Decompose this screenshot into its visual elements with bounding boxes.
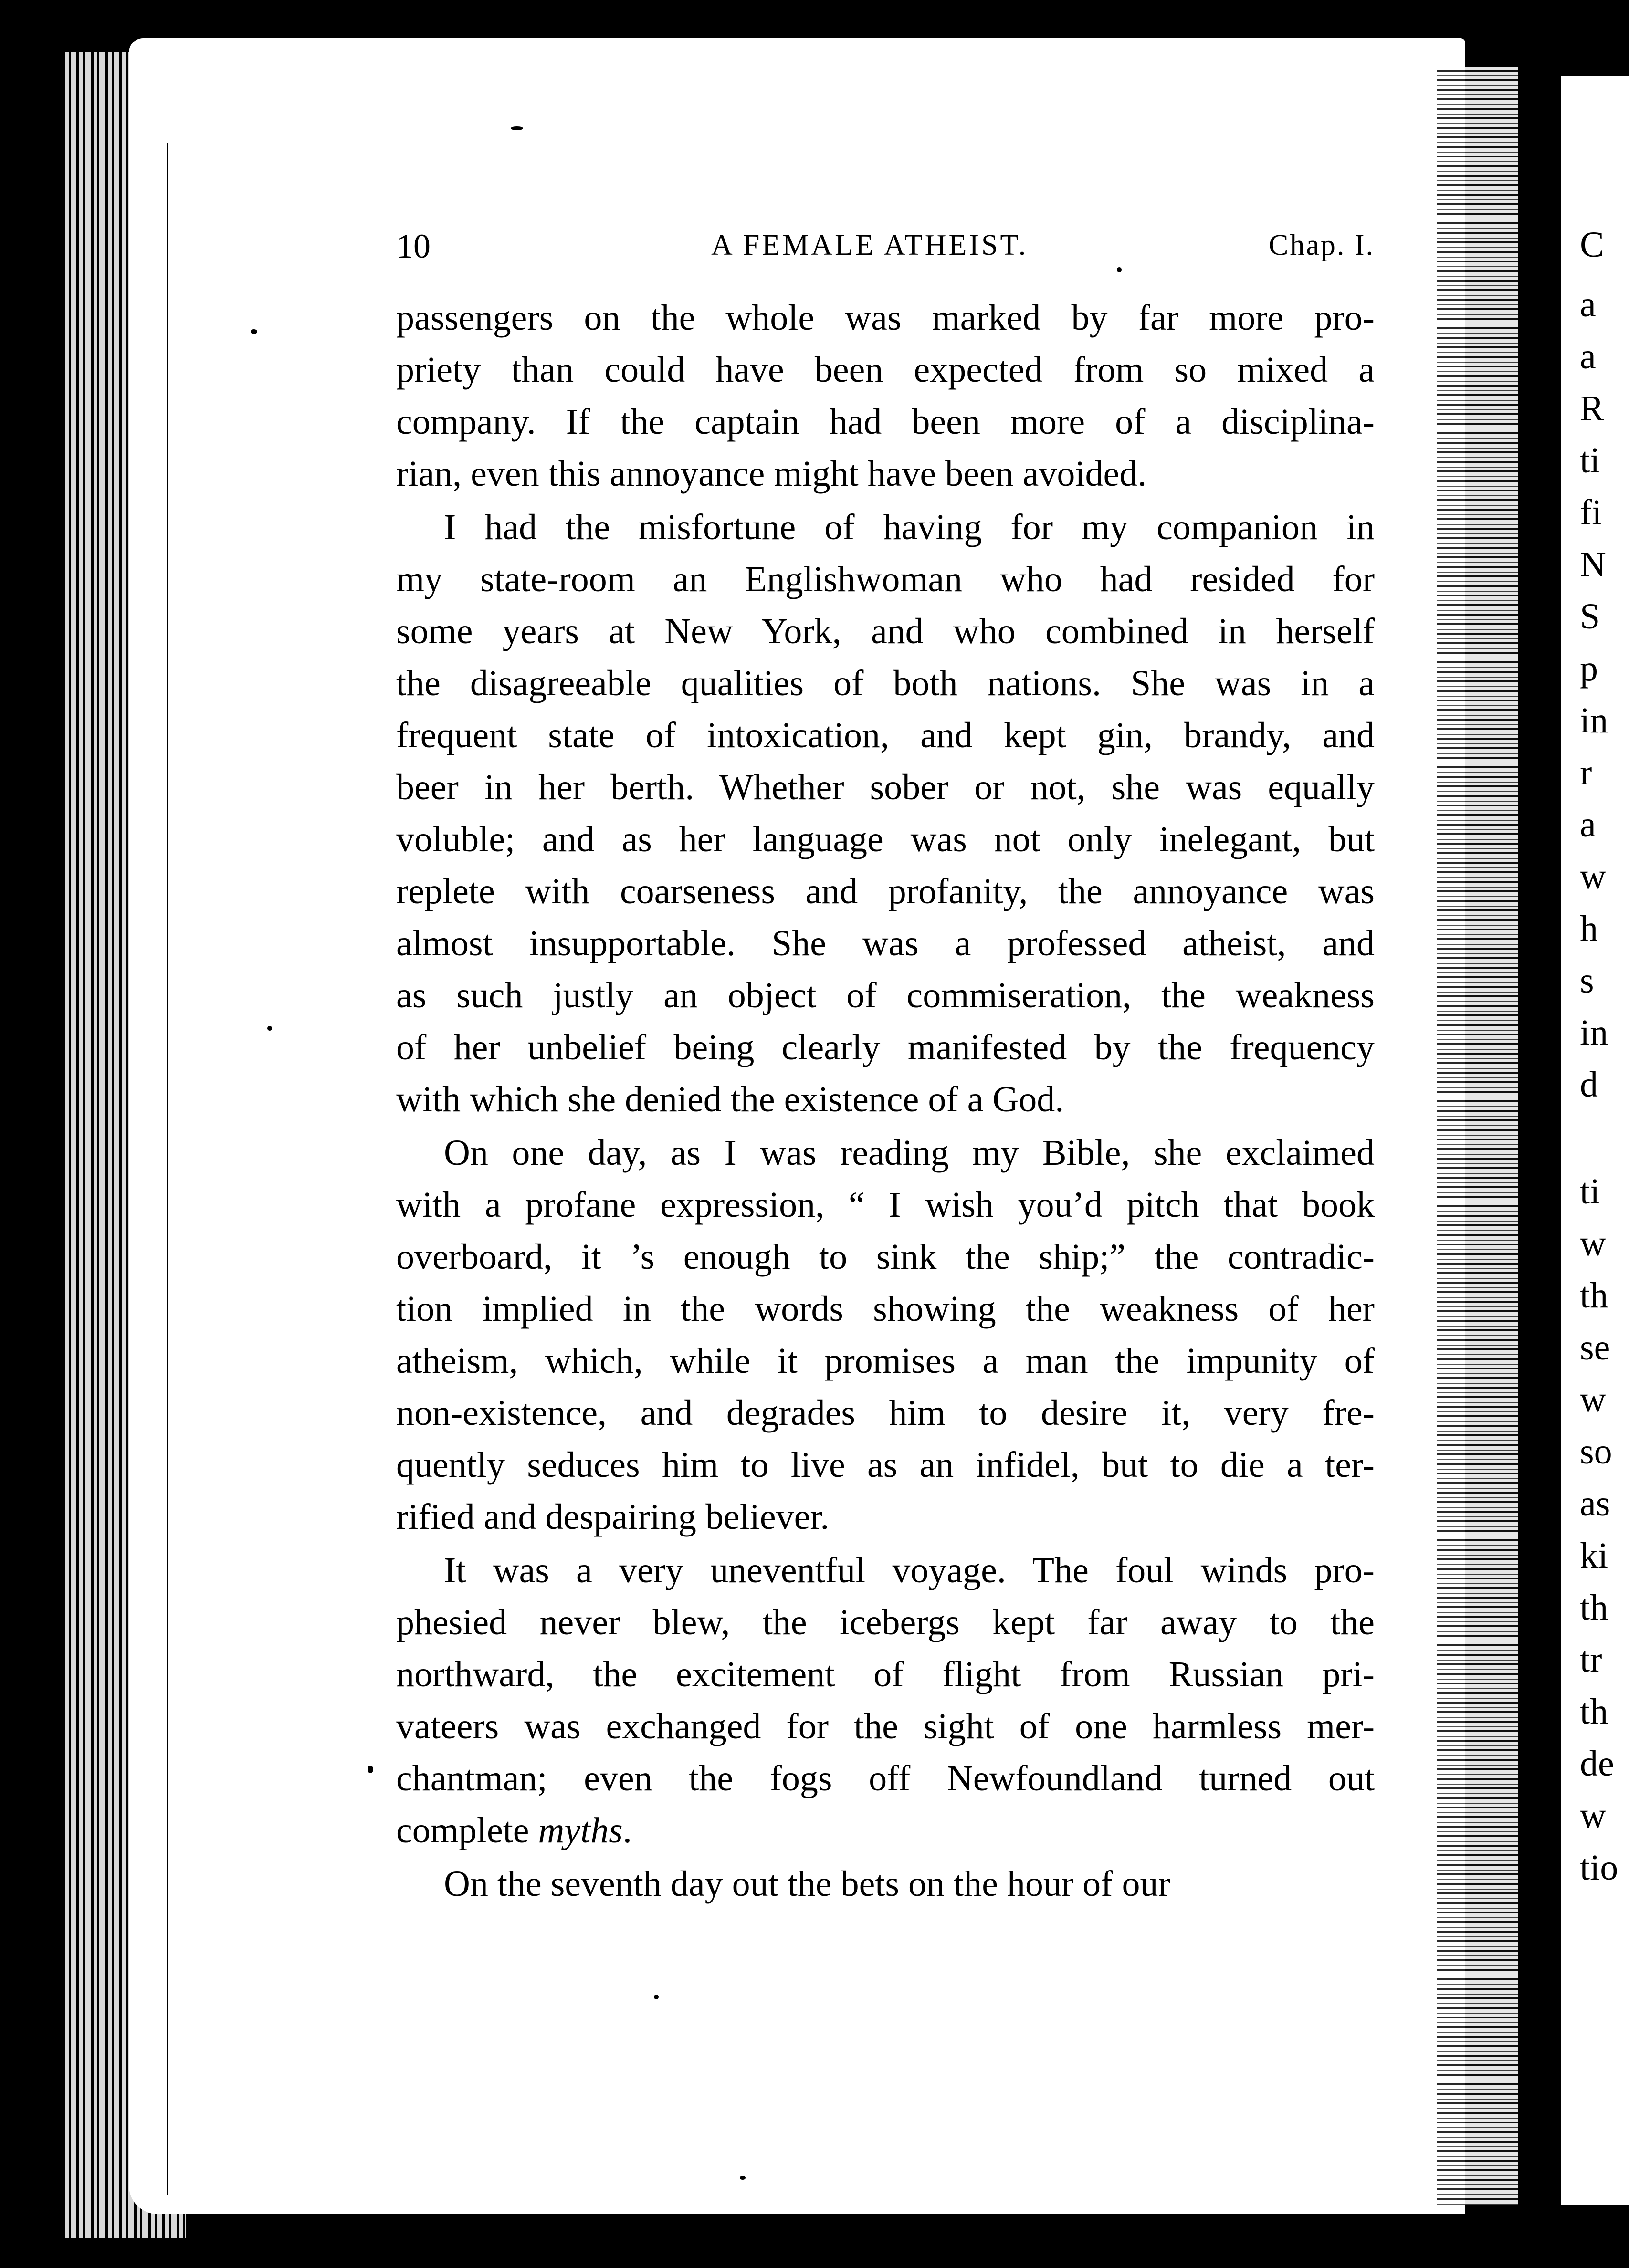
adjacent-page-text: ti [1580,440,1600,481]
text-line: It was a very uneventful voyage. The foul winds pro- [444,1550,1375,1590]
adjacent-page-text: as [1580,1484,1610,1524]
scan-speck [267,1026,272,1031]
text-line: the disagreeable qualities of both nations. She was in a [396,663,1375,703]
adjacent-page-text: tio [1580,1848,1618,1888]
text-line: rified and despairing believer. [396,1497,830,1537]
adjacent-page-text: ki [1580,1536,1608,1576]
adjacent-page-text: th [1580,1275,1608,1316]
adjacent-page-text: h [1580,909,1598,949]
adjacent-page-text: w [1580,1380,1606,1420]
text-line: vateers was exchanged for the sight of one harmless mer- [396,1706,1375,1746]
text-line: northward, the excitement of flight from Russian pri- [396,1654,1375,1694]
text-line: beer in her berth. Whether sober or not, she was equally [396,767,1375,807]
paragraph [396,1127,1375,1543]
text-run: . [622,1810,632,1850]
text-line: On one day, as I was reading my Bible, she exclaimed [444,1133,1375,1173]
text-line: replete with coarseness and profanity, the annoyance was [396,871,1375,911]
adjacent-page-text: se [1580,1327,1610,1368]
adjacent-page-text: N [1580,544,1606,585]
text-line: non-existence, and degrades him to desire it, very fre- [396,1393,1375,1433]
text-line: quently seduces him to live as an infidel, but to die a ter- [396,1445,1375,1485]
page-gutter-lines [158,143,196,2195]
adjacent-page-text: S [1580,596,1600,637]
text-line: with a profane expression, “ I wish you’d pitch that book [396,1185,1375,1225]
adjacent-page-text: a [1580,336,1596,376]
text-line: rian, even this annoyance might have been avoided. [396,454,1147,494]
adjacent-page-text: p [1580,648,1598,689]
adjacent-page-text: w [1580,857,1606,897]
text-line: tion implied in the words showing the weakness of her [396,1289,1375,1329]
text-line: phesied never blew, the icebergs kept far away to the [396,1602,1375,1642]
adjacent-page-text: w [1580,1796,1606,1836]
text-line: chantman; even the fogs off Newfoundland turned out [396,1758,1375,1798]
adjacent-page-text: R [1580,388,1604,429]
text-line: On the seventh day out the bets on the hour of our [444,1864,1170,1904]
italic-text-run: myths [538,1810,623,1850]
page-number: 10 [396,227,431,265]
book-gutter [1437,67,1518,2205]
adjacent-page-text: de [1580,1744,1614,1784]
text-line: I had the misfortune of having for my companion in [444,507,1375,547]
adjacent-page-text: w [1580,1223,1606,1264]
adjacent-page-text: ti [1580,1171,1600,1212]
scan-speck [1117,267,1122,272]
running-title: A FEMALE ATHEIST. [711,229,1029,261]
text-line: of her unbelief being clearly manifested by the frequency [396,1027,1375,1067]
adjacent-page-text: th [1580,1588,1608,1628]
scan-speck [251,329,257,334]
adjacent-page-text: d [1580,1065,1598,1105]
text-line: as such justly an object of commiseration, the weakness [396,975,1375,1015]
text-line: voluble; and as her language was not only inelegant, but [396,819,1375,859]
adjacent-page-text: a [1580,805,1596,845]
body-text [396,292,1375,1910]
adjacent-page-fragment [1561,76,1629,2205]
text-line: priety than could have been expected from so mixed a [396,350,1375,390]
adjacent-page-text: th [1580,1692,1608,1732]
adjacent-page-text: r [1580,753,1592,793]
scan-speck [511,126,523,130]
scan-speck [368,1766,373,1773]
text-line: almost insupportable. She was a professed atheist, and [396,923,1375,963]
scan-speck [740,2176,746,2180]
text-line: my state-room an Englishwoman who had resided for [396,559,1375,599]
adjacent-page-text: fi [1580,492,1602,533]
running-header [396,217,1375,265]
adjacent-page-text: tr [1580,1640,1602,1680]
text-line: frequent state of intoxication, and kept gin, brandy, and [396,715,1375,755]
adjacent-page-text: C [1580,225,1604,265]
text-line: atheism, which, while it promises a man the impunity of [396,1341,1375,1381]
adjacent-page-text: a [1580,284,1596,324]
text-line: overboard, it ’s enough to sink the ship;” the contradic- [396,1237,1375,1277]
scan-speck [654,1995,659,1999]
adjacent-page-text: in [1580,700,1608,741]
text-line [396,1805,1375,1857]
text-line: passengers on the whole was marked by far more pro- [396,298,1375,338]
paragraph [396,292,1375,500]
text-line: some years at New York, and who combined in herself [396,611,1375,651]
paragraph [396,1545,1375,1857]
text-run: complete [396,1810,538,1850]
adjacent-page-text: in [1580,1013,1608,1053]
adjacent-page-text: so [1580,1432,1612,1472]
paragraph [396,1858,1375,1910]
paragraph [396,502,1375,1126]
chapter-label: Chap. I. [1268,229,1375,261]
text-line: company. If the captain had been more of a disciplina- [396,402,1375,442]
adjacent-page-text: s [1580,961,1594,1001]
text-line: with which she denied the existence of a God. [396,1079,1064,1119]
